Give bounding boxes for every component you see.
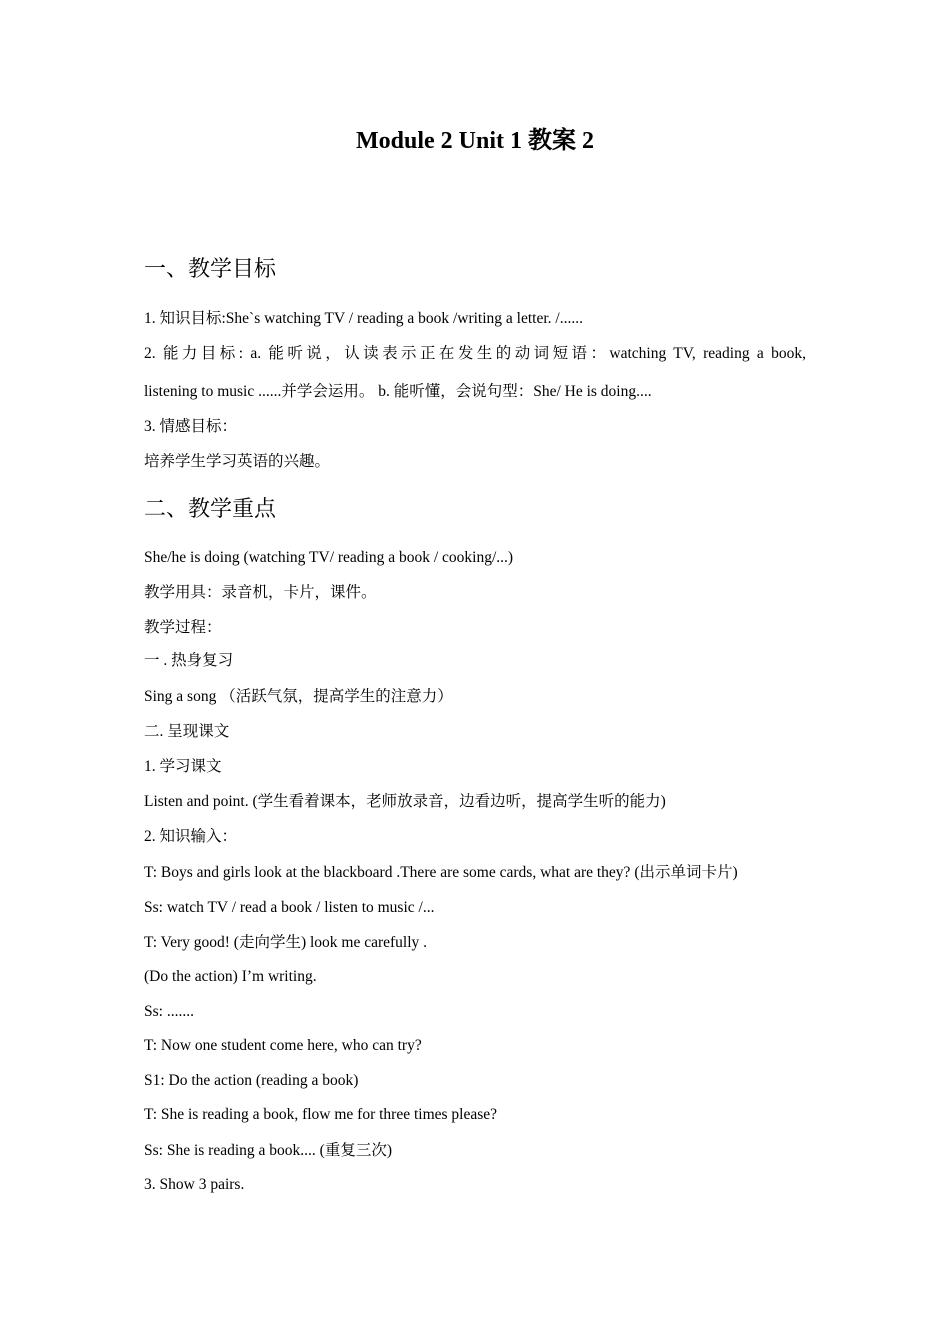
text-line: listening to music ......并学会运用。 b. 能听懂，会说句型：She/ He is doing.... (144, 383, 652, 400)
text-line: She/he is doing (watching TV/ reading a book / cooking/...) (144, 549, 514, 566)
text-line: 2. 知识输入： (144, 828, 238, 845)
text-line: Sing a song （活跃气氛，提高学生的注意力） (144, 688, 453, 705)
text-line: 3. Show 3 pairs. (144, 1176, 245, 1193)
text-line: 二. 呈现课文 (144, 723, 230, 740)
section-heading-key-points: 二、教学重点 (144, 496, 277, 521)
text-line: Ss: She is reading a book.... (重复三次) (144, 1142, 392, 1159)
text-line: 教学用具：录音机，卡片，课件。 (144, 584, 377, 601)
text-line: Ss: ....... (144, 1003, 194, 1020)
text-line: Listen and point. (学生看着课本，老师放录音，边看边听，提高学生听的能力) (144, 793, 666, 810)
text-line: Ss: watch TV / read a book / listen to music /... (144, 899, 435, 916)
text-line: 3. 情感目标： (144, 418, 238, 435)
text-line: 一 . 热身复习 (144, 652, 234, 669)
text-line: 1. 学习课文 (144, 758, 222, 775)
text-line: T: She is reading a book, flow me for three times please? (144, 1106, 498, 1123)
text-line: 1. 知识目标:She`s watching TV / reading a book /writing a letter. /...... (144, 310, 583, 327)
text-line: 教学过程： (144, 619, 222, 636)
text-line: 2. 能力目标: a. 能听说，认读表示正在发生的动词短语：watching TV, reading a book, (144, 345, 806, 362)
page-title: Module 2 Unit 1 教案 2 (355, 128, 594, 154)
text-line: (Do the action) I’m writing. (144, 968, 317, 985)
text-line: T: Very good! (走向学生) look me carefully . (144, 934, 428, 951)
text-line: T: Boys and girls look at the blackboard .There are some cards, what are they? (出示单词卡片) (144, 864, 738, 881)
text-line: T: Now one student come here, who can try? (144, 1037, 422, 1054)
section-heading-teaching-goals: 一、教学目标 (144, 256, 277, 281)
text-line: 培养学生学习英语的兴趣。 (144, 453, 331, 470)
text-line: S1: Do the action (reading a book) (144, 1072, 359, 1089)
